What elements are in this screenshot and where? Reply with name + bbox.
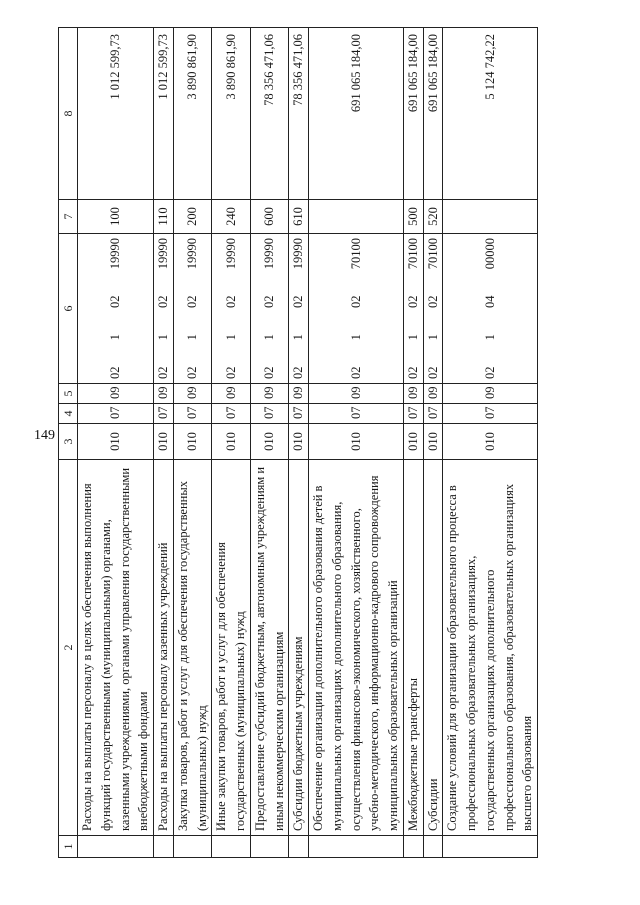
code-cell-4: 07: [154, 404, 174, 424]
code-cell-5: 09: [78, 384, 154, 404]
program-code-part: 02: [291, 295, 306, 308]
program-code-part: 02: [405, 366, 420, 379]
amount-cell: 691 065 184,00: [309, 28, 404, 200]
code-cell-6: [78, 234, 154, 384]
expense-type-cell: 240: [212, 200, 251, 234]
code-cell-5: 09: [309, 384, 404, 404]
amount-cell: 691 065 184,00: [403, 28, 423, 200]
code-cell-5: 09: [154, 384, 174, 404]
program-code: [106, 238, 125, 379]
code-cell-4: 07: [309, 404, 404, 424]
program-code-part: 1: [348, 334, 363, 341]
program-code-part: 02: [156, 366, 170, 379]
program-code-part: 19990: [108, 238, 123, 270]
expense-type-cell: 520: [423, 200, 443, 234]
row-number-cell: [173, 836, 212, 858]
code-cell-5: 09: [250, 384, 289, 404]
code-cell-3: 010: [443, 424, 538, 460]
header-cell-6: 6: [59, 234, 78, 384]
description-cell: Иные закупки товаров, работ и услуг для обеспечения государственных (муниципальных) нужд: [212, 460, 251, 836]
program-code-part: 00000: [482, 238, 497, 270]
code-cell-4: 07: [443, 404, 538, 424]
row-number-cell: [423, 836, 443, 858]
program-code-part: 02: [156, 295, 170, 308]
table-header-row: [59, 28, 78, 858]
code-cell-6: [403, 234, 423, 384]
table-row: [173, 28, 212, 858]
header-cell-7: 7: [59, 200, 78, 234]
description-cell: Предоставление субсидий бюджетным, автономным учреждениям и иным некоммерческим организациям: [250, 460, 289, 836]
program-code-part: 1: [223, 334, 238, 341]
expense-type-cell: 610: [289, 200, 309, 234]
program-code-part: 19990: [185, 238, 200, 270]
code-cell-4: 07: [173, 404, 212, 424]
budget-table-sheet: [58, 28, 535, 858]
table-row: [403, 28, 423, 858]
table-row: [78, 28, 154, 858]
program-code-part: 1: [185, 334, 200, 341]
row-number-cell: [154, 836, 174, 858]
row-number-cell: [443, 836, 538, 858]
amount-cell: 78 356 471,06: [289, 28, 309, 200]
page-number: 149: [34, 428, 55, 443]
program-code-part: 02: [348, 295, 363, 308]
description-cell: Межбюджетные трансферты: [403, 460, 423, 836]
code-cell-3: 010: [154, 424, 174, 460]
row-number-cell: [403, 836, 423, 858]
code-cell-6: [423, 234, 443, 384]
header-cell-3: 3: [59, 424, 78, 460]
program-code-part: 02: [291, 366, 306, 379]
code-cell-6: [173, 234, 212, 384]
expense-type-cell: [309, 200, 404, 234]
description-cell: Создание условий для организации образовательного процесса в профессиональных образовательных организациях, государственных организациях дополнительного профессионального образования, образовательных организациях высшего образования: [443, 460, 538, 836]
table-row: [212, 28, 251, 858]
expense-type-cell: 500: [403, 200, 423, 234]
description-cell: Расходы на выплаты персоналу казенных учреждений: [154, 460, 174, 836]
program-code-part: 1: [262, 334, 277, 341]
table-row: [423, 28, 443, 858]
row-number-cell: [250, 836, 289, 858]
code-cell-4: 07: [423, 404, 443, 424]
program-code: [222, 238, 241, 379]
program-code: [289, 238, 308, 379]
table-row: [289, 28, 309, 858]
code-cell-3: 010: [212, 424, 251, 460]
code-cell-5: 09: [212, 384, 251, 404]
code-cell-5: 09: [289, 384, 309, 404]
amount-cell: 5 124 742,22: [443, 28, 538, 200]
code-cell-6: [309, 234, 404, 384]
header-cell-5: 5: [59, 384, 78, 404]
program-code: [154, 238, 173, 379]
table-row: [250, 28, 289, 858]
code-cell-6: [443, 234, 538, 384]
program-code-part: 19990: [291, 238, 306, 270]
program-code-part: 02: [425, 366, 440, 379]
program-code-part: 1: [425, 334, 440, 341]
program-code-part: 19990: [223, 238, 238, 270]
program-code-part: 1: [291, 334, 306, 341]
description-cell: Обеспечение организации дополнительного образования детей в муниципальных организациях дополнительного образования, осуществления финансово-экономического, хозяйственного, учебно-методического, информационно-кадрового сопровождения муниципальных образовательных организаций: [309, 460, 404, 836]
code-cell-3: 010: [289, 424, 309, 460]
code-cell-6: [289, 234, 309, 384]
expense-type-cell: 100: [78, 200, 154, 234]
row-number-cell: [289, 836, 309, 858]
amount-cell: 3 890 861,90: [173, 28, 212, 200]
program-code-part: 1: [405, 334, 420, 341]
expense-type-cell: 110: [154, 200, 174, 234]
code-cell-5: 09: [423, 384, 443, 404]
row-number-cell: [212, 836, 251, 858]
program-code-part: 70100: [348, 238, 363, 270]
code-cell-3: 010: [309, 424, 404, 460]
code-cell-6: [154, 234, 174, 384]
code-cell-4: 07: [403, 404, 423, 424]
expense-type-cell: 200: [173, 200, 212, 234]
program-code: [481, 238, 500, 379]
code-cell-3: 010: [403, 424, 423, 460]
amount-cell: 691 065 184,00: [423, 28, 443, 200]
amount-cell: 1 012 599,73: [154, 28, 174, 200]
code-cell-3: 010: [423, 424, 443, 460]
code-cell-3: 010: [173, 424, 212, 460]
program-code: [260, 238, 279, 379]
code-cell-4: 07: [289, 404, 309, 424]
table-row: [309, 28, 404, 858]
code-cell-5: 09: [403, 384, 423, 404]
description-cell: Закупка товаров, работ и услуг для обеспечения государственных (муниципальных) нужд: [173, 460, 212, 836]
program-code-part: 02: [348, 366, 363, 379]
program-code-part: 02: [185, 366, 200, 379]
expense-type-cell: 600: [250, 200, 289, 234]
program-code-part: 02: [108, 295, 123, 308]
code-cell-6: [212, 234, 251, 384]
program-code-part: 19990: [156, 238, 170, 270]
expense-type-cell: [443, 200, 538, 234]
program-code-part: 1: [156, 334, 170, 341]
amount-cell: 78 356 471,06: [250, 28, 289, 200]
program-code: [347, 238, 366, 379]
code-cell-3: 010: [250, 424, 289, 460]
description-cell: Расходы на выплаты персоналу в целях обеспечения выполнения функций государственными (муниципальными) органами, казенными учреждениями, органами управления государственными внебюджетными фондами: [78, 460, 154, 836]
program-code-part: 70100: [405, 238, 420, 270]
header-cell-4: 4: [59, 404, 78, 424]
header-cell-2: 2: [59, 460, 78, 836]
program-code-part: 1: [108, 334, 123, 341]
program-code-part: 02: [108, 366, 123, 379]
code-cell-5: 09: [173, 384, 212, 404]
code-cell-4: 07: [78, 404, 154, 424]
description-cell: Субсидии: [423, 460, 443, 836]
amount-cell: 3 890 861,90: [212, 28, 251, 200]
program-code-part: 02: [223, 295, 238, 308]
program-code-part: 02: [223, 366, 238, 379]
code-cell-3: 010: [78, 424, 154, 460]
program-code-part: 02: [405, 295, 420, 308]
program-code-part: 04: [482, 295, 497, 308]
program-code-part: 1: [482, 334, 497, 341]
program-code-part: 02: [482, 366, 497, 379]
program-code: [183, 238, 202, 379]
table-row: [443, 28, 538, 858]
program-code: [424, 238, 443, 379]
program-code-part: 02: [185, 295, 200, 308]
budget-table: [58, 27, 538, 858]
table-row: [154, 28, 174, 858]
description-cell: Субсидии бюджетным учреждениям: [289, 460, 309, 836]
program-code-part: 02: [425, 295, 440, 308]
code-cell-5: 09: [443, 384, 538, 404]
header-cell-8: 8: [59, 28, 78, 200]
row-number-cell: [78, 836, 154, 858]
program-code-part: 19990: [262, 238, 277, 270]
program-code-part: 02: [262, 295, 277, 308]
code-cell-4: 07: [250, 404, 289, 424]
code-cell-4: 07: [212, 404, 251, 424]
program-code: [404, 238, 423, 379]
code-cell-6: [250, 234, 289, 384]
amount-cell: 1 012 599,73: [78, 28, 154, 200]
header-cell-1: 1: [59, 836, 78, 858]
program-code-part: 02: [262, 366, 277, 379]
row-number-cell: [309, 836, 404, 858]
table-body: [59, 28, 538, 858]
program-code-part: 70100: [425, 238, 440, 270]
